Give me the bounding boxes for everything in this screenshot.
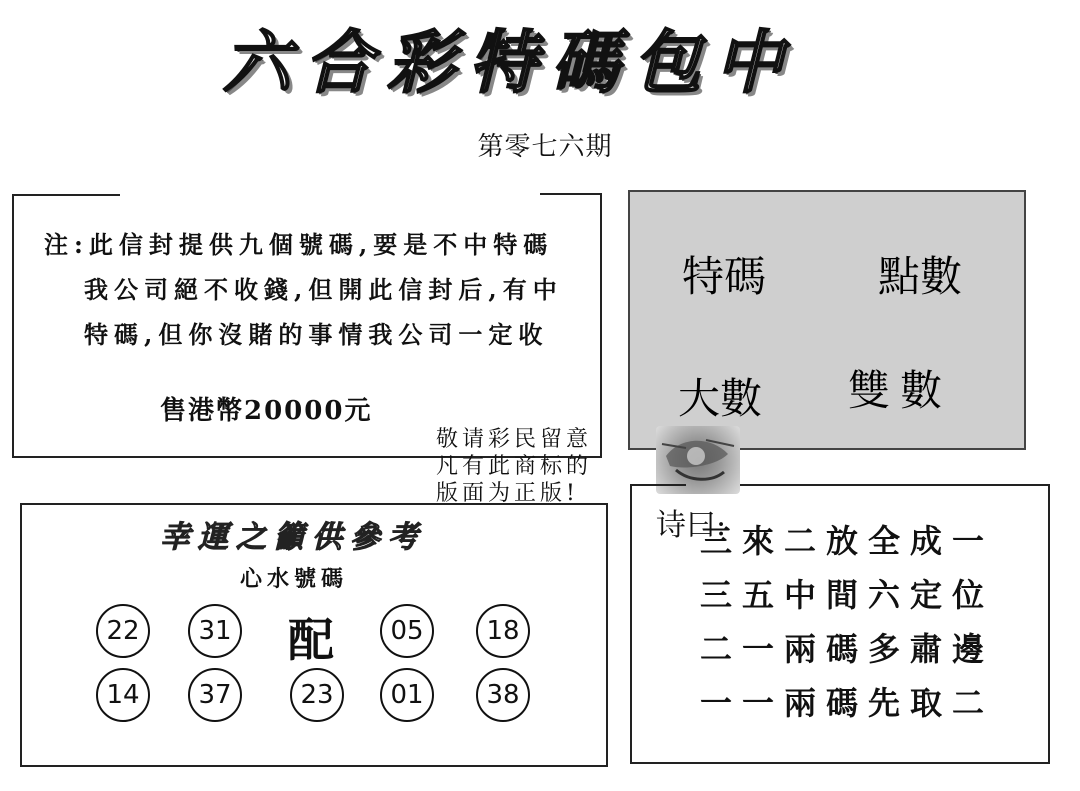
points-cell-points: 點數 [878,252,963,301]
number-ball: 18 [476,604,530,658]
poem-text [700,514,1040,730]
notice-line-2: 凡有此商标的 [436,454,593,479]
points-cell-special: 特碼 [682,252,767,301]
note-line-2: 我公司絕不收錢,但開此信封后,有中 [84,275,563,304]
poem-box-border-right [740,484,1050,486]
points-cell-big: 大數 [678,374,763,423]
note-box-border-left [12,194,120,196]
number-ball: 01 [380,668,434,722]
lucky-subtitle: 心水號碼 [240,566,349,592]
poem-line-2: 三五中間六定位 [700,576,995,614]
number-ball: 22 [96,604,150,658]
number-ball: 38 [476,668,530,722]
poem-line-4: 一一兩碼先取二 [700,684,995,722]
note-line-1: 注:此信封提供九個號碼,要是不中特碼 [44,230,554,259]
note-text [44,222,584,357]
number-ball: 14 [96,668,150,722]
genuine-notice [436,426,656,507]
poem-line-3: 二一兩碼多肅邊 [700,630,995,668]
notice-line-1: 敬请彩民留意 [436,427,593,452]
lucky-title: 幸運之籲供參考 [160,520,426,555]
issue-number: 第零七六期 [477,132,613,162]
page-title: 六合彩特碼包中 [222,23,797,103]
number-ball: 23 [290,668,344,722]
notice-line-3: 版面为正版! [436,481,579,506]
number-ball: 37 [188,668,242,722]
poem-line-1: 三來二放全成一 [700,522,995,560]
poem-box-border-left [630,484,686,486]
pair-label: 配 [288,613,334,667]
number-ball: 31 [188,604,242,658]
price-text: 售港幣20000元 [160,396,373,426]
note-line-3: 特碼,但你沒賭的事情我公司一定收 [84,320,549,349]
poem-label: 诗曰: [656,508,727,543]
number-ball: 05 [380,604,434,658]
note-box-border-right [540,193,602,195]
points-cell-even: 雙數 [848,366,953,415]
